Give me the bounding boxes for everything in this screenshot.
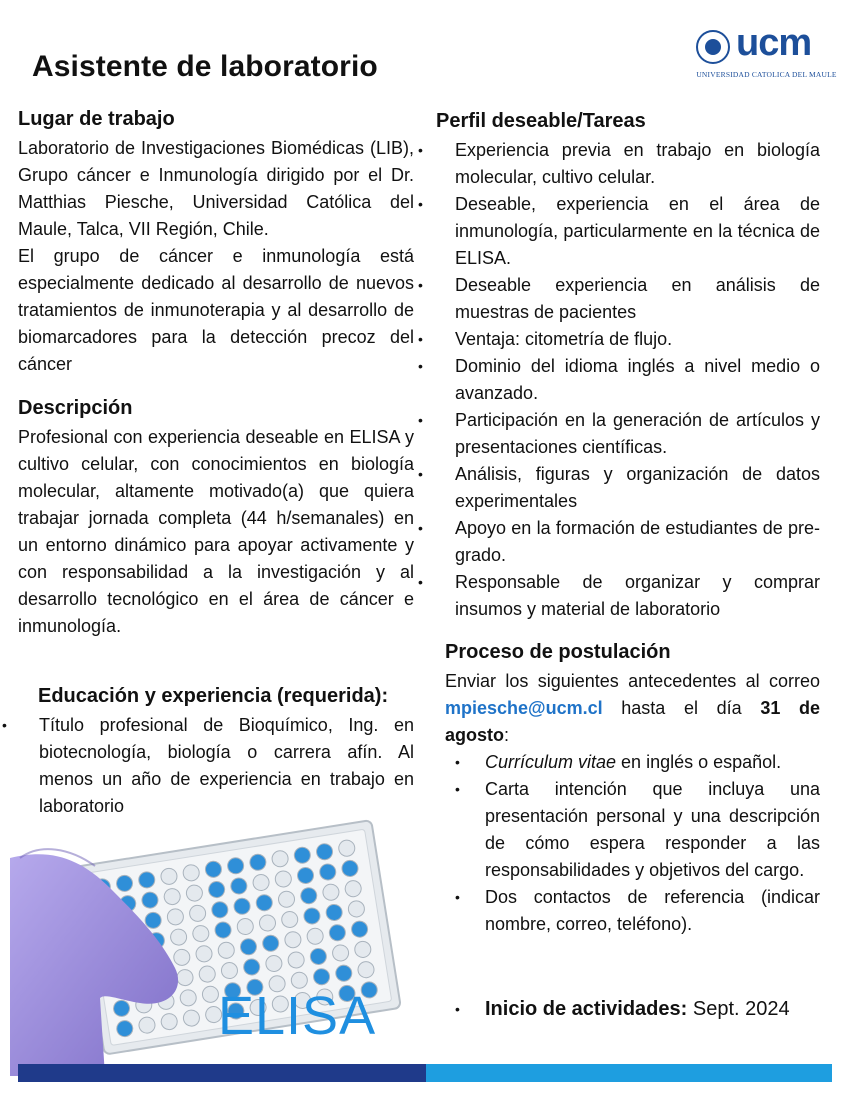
educacion-heading: Educación y experiencia (requerida):	[38, 685, 389, 707]
list-item: • Análisis, figuras y organización de datos experimentales	[418, 461, 820, 515]
footer-bar-dark	[18, 1064, 426, 1082]
elisa-label: ELISA	[218, 986, 377, 1046]
descripcion-heading: Descripción	[18, 397, 133, 419]
list-item-cv	[455, 749, 820, 776]
proceso-intro-text-2: hasta el día	[602, 698, 761, 718]
list-item: • Experiencia previa en trabajo en biología molecular, cultivo celular.	[418, 137, 820, 191]
proceso-intro-colon: :	[504, 725, 510, 745]
list-item: • Dominio del idioma inglés a nivel medio o avanzado.	[418, 353, 820, 407]
logo-subtitle: UNIVERSIDAD CATOLICA DEL MAULE	[696, 70, 837, 79]
logo-wordmark: ucm	[736, 22, 812, 64]
list-item: • Deseable, experiencia en el área de inmunología, particularmente en la técnica de ELISA.	[418, 191, 820, 272]
descripcion-text: Profesional con experiencia deseable en ELISA y cultivo celular, con conocimientos en biología molecular, altamente motivado(a) que quiera trabajar jornada completa (44 h/semanales) en un entorno dinámico para apoyar activamente y con responsabilidad a la investigación y al desarrollo tecnológico en el área de cáncer e inmunología.	[18, 427, 414, 636]
educacion-list	[2, 712, 414, 820]
inicio-label: Inicio de actividades:	[485, 998, 688, 1020]
page-title: Asistente de laboratorio	[32, 50, 378, 83]
lugar-heading: Lugar de trabajo	[18, 108, 175, 130]
proceso-intro-text: Enviar los siguientes antecedentes al correo	[445, 671, 820, 691]
list-item: • Ventaja: citometría de flujo.	[418, 326, 820, 353]
lugar-paragraph-2: El grupo de cáncer e inmunología está especialmente dedicado al desarrollo de nuevos tratamientos de inmunoterapia y al desarrollo de biomarcadores para la detección precoz del cáncer	[18, 246, 414, 374]
list-item: • Apoyo en la formación de estudiantes de pre-grado.	[418, 515, 820, 569]
list-item: • Participación en la generación de artículos y presentaciones científicas.	[418, 407, 820, 461]
proceso-heading: Proceso de postulación	[445, 641, 671, 663]
perfil-list	[418, 137, 820, 623]
email-link[interactable]: mpiesche@ucm.cl	[445, 698, 603, 718]
list-item-carta: • Carta intención que incluya una presentación personal y una descripción de cómo espera responder a las responsabilidades y objetivos del cargo.	[455, 776, 820, 884]
cv-rest: en inglés o español.	[616, 752, 782, 772]
list-item: • Responsable de organizar y comprar insumos y material de laboratorio	[418, 569, 820, 623]
cv-label: Currículum vitae	[485, 752, 617, 772]
list-item-contactos: • Dos contactos de referencia (indicar nombre, correo, teléfono).	[455, 884, 820, 938]
inicio-value: Sept. 2024	[687, 998, 790, 1020]
lugar-paragraph-1: Laboratorio de Investigaciones Biomédicas (LIB), Grupo cáncer e Inmunología dirigido por el Dr. Matthias Piesche, Universidad Católica del Maule, Talca, VII Región, Chile.	[18, 138, 414, 239]
ucm-logo	[694, 22, 839, 83]
list-item: • Deseable experiencia en análisis de muestras de pacientes	[418, 272, 820, 326]
proceso-intro	[445, 668, 820, 749]
inicio-list	[455, 996, 835, 1023]
list-item: • Título profesional de Bioquímico, Ing. en biotecnología, biología o carrera afín. Al menos un año de experiencia en trabajo en laboratorio	[2, 712, 414, 820]
university-seal-icon	[696, 30, 730, 64]
deadline-date: 31 de agosto	[445, 698, 820, 745]
inicio-item	[455, 996, 835, 1023]
footer-bar-light	[426, 1064, 832, 1082]
proceso-list	[455, 749, 820, 938]
perfil-heading: Perfil deseable/Tareas	[436, 110, 646, 132]
